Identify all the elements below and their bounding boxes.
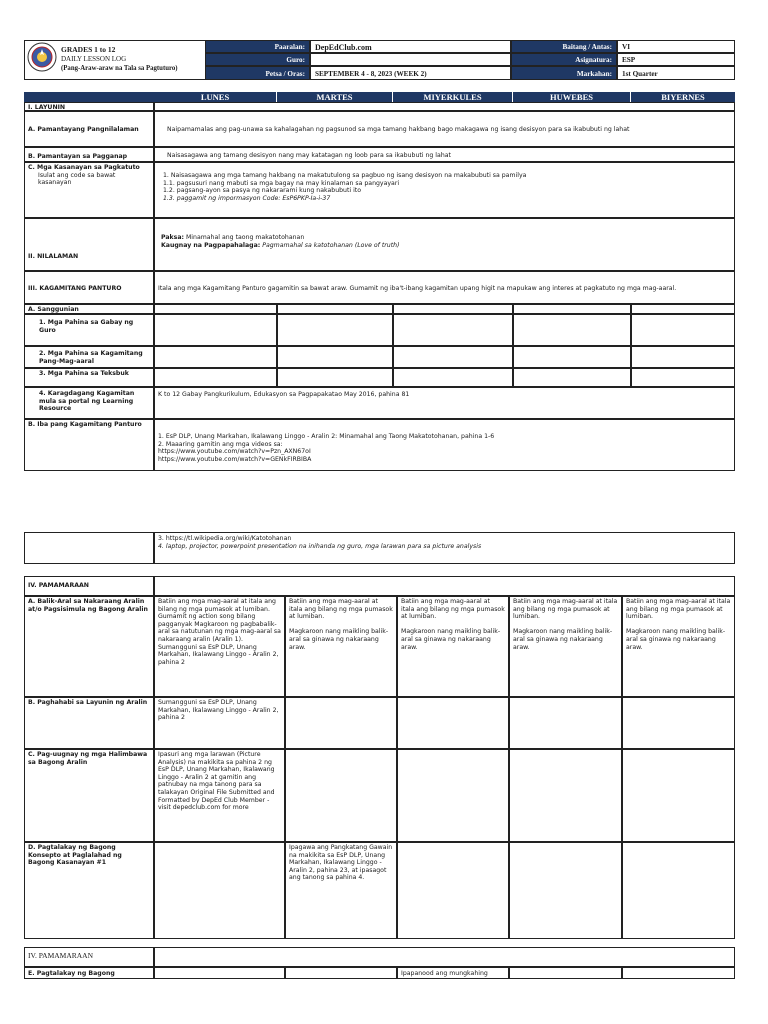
paguugnay-miyerkules	[397, 749, 509, 842]
pagganap-label	[24, 147, 154, 162]
pagtalakay2-huwebes	[509, 967, 622, 979]
pamamaraan2-blank	[154, 947, 735, 967]
paghahabi-lunes-text: Sumangguni sa EsP DLP, Unang Markahan, Ikalawang Linggo - Aralin 2, pahina 2	[158, 699, 279, 722]
pagtalakay1-label-text: D. Pagtalakay ng Bagong Konsepto at Paglalahad ng Bagong Kasanayan #1	[28, 844, 122, 867]
balik-huwebes-text1: Batiin ang mga mag-aaral at itala ang bilang ng mga pumasok at lumiban.	[513, 598, 618, 621]
iba-line-1: 1. EsP DLP, Unang Markahan, Ikalawang Linggo - Aralin 2: Minamahal ang Taong Makatotohanan, pahina 1-6	[158, 433, 495, 440]
paguugnay-biyernes	[622, 749, 735, 842]
nilalaman-text	[154, 218, 735, 271]
balik-biyernes-text2: Magkaroon nang maikling balik-aral sa ginawa ng nakaraang araw.	[626, 628, 726, 651]
layunin-heading: I. LAYUNIN	[24, 102, 154, 111]
teksbuk-label-text: 3. Mga Pahina sa Teksbuk	[39, 370, 129, 377]
baitang-label: Baitang / Antas:	[511, 40, 617, 53]
kasanayan-label-sub: Isulat ang code sa bawat kasanayan	[38, 171, 116, 187]
paghahabi-label-text: B. Paghahabi sa Layunin ng Aralin	[28, 699, 148, 706]
pagtalakay1-label	[24, 842, 154, 939]
iba-label-text: B. Iba pang Kagamitang Panturo	[28, 421, 142, 428]
balik-label	[24, 596, 154, 697]
pagtalakay1-martes	[285, 842, 397, 939]
markahan-value: 1st Quarter	[617, 66, 735, 80]
balik-biyernes-text1: Batiin ang mga mag-aaral at itala ang bilang ng mga pumasok at lumiban.	[626, 598, 731, 621]
teksbuk-biyernes	[631, 368, 735, 387]
balik-lunes-text: Batiin ang mga mag-aaral at itala ang bilang ng mga pumasok at lumiban. Gumamit ng action song bilang pagganyak Magkaroon ng pagbabalik-aral sa natutunan ng mga mag-aaral sa nakaraang aralin (Aralin 1). Sumangguni sa EsP DLP, Unang Markahan, Ikalawang Linggo - Aralin 2, pahina 2	[158, 598, 281, 666]
paghahabi-huwebes	[509, 697, 622, 749]
pamantayang-label-text: A. Pamantayang Pangnilalaman	[28, 126, 139, 133]
sanggunian-label: A. Sanggunian	[24, 304, 154, 314]
balik-martes-text1: Batiin ang mga mag-aaral at itala ang bilang ng mga pumasok at lumiban.	[289, 598, 393, 621]
balik-miyerkules	[397, 596, 509, 697]
kagamitang-biyernes	[631, 346, 735, 368]
balik-martes	[285, 596, 397, 697]
balik-lunes	[154, 596, 285, 697]
pamamaraan2-label-text: IV. PAMAMARAAN	[28, 951, 94, 960]
sanggunian-huwebes	[513, 304, 631, 314]
karagdagang-text	[154, 387, 735, 419]
gabay-miyerkules	[393, 314, 513, 346]
kasanayan-label-title: C. Mga Kasanayan sa Pagkatuto	[28, 164, 140, 171]
layunin-blank	[154, 102, 735, 111]
balik-biyernes	[622, 596, 735, 697]
paguugnay-label	[24, 749, 154, 842]
dll-subtitle: (Pang-Araw-araw na Tala sa Pagtuturo)	[61, 65, 178, 72]
pagtalakay2-lunes	[154, 967, 285, 979]
balik-miyerkules-text2: Magkaroon nang maikling balik-aral sa ginawa ng nakaraang araw.	[401, 628, 501, 651]
kasanayan-text	[154, 162, 735, 218]
nilalaman-label	[24, 218, 154, 271]
day-lunes: LUNES	[154, 92, 277, 102]
balik-martes-text2: Magkaroon nang maikling balik-aral sa ginawa ng nakaraang araw.	[289, 628, 389, 651]
gabay-lunes	[154, 314, 277, 346]
grades-title: GRADES 1 to 12	[61, 45, 116, 54]
pagtalakay2-miyerkules-text: Ipapanood ang mungkahing	[401, 970, 488, 977]
asignatura-label: Asignatura:	[511, 53, 617, 66]
pagtalakay2-label-text: E. Pagtalakay ng Bagong	[28, 970, 115, 977]
balik-huwebes	[509, 596, 622, 697]
kagamitan-label-text: III. KAGAMITANG PANTURO	[28, 285, 122, 292]
kaugnay-line	[161, 242, 731, 250]
kaugnay-text: Pagmamahal sa katotohanan (Love of truth)	[262, 241, 400, 249]
paksa-text: Minamahal ang taong makatotohanan	[185, 234, 305, 241]
iba-link-2[interactable]: https://www.youtube.com/watch?v=GENkFIRBIBA	[158, 455, 312, 463]
kasanayan-line-1: 1. Naisasagawa ang mga tamang hakbang na makatutulong sa pagbuo ng isang desisyon na makabubuti sa pamilya	[163, 172, 527, 179]
guro-value	[310, 53, 511, 66]
teksbuk-label	[24, 368, 154, 387]
day-miyerkules: MIYERKULES	[393, 92, 513, 102]
paksa-label: Paksa:	[161, 234, 184, 241]
kaugnay-label: Kaugnay na Pagpapahalaga:	[161, 241, 261, 249]
iba-cont-line-2: 4. laptop, projector, powerpoint presentation na inihanda ng guro, mga larawan para sa picture analysis	[158, 542, 482, 550]
iba-cont-text	[154, 532, 735, 564]
markahan-label: Markahan:	[511, 66, 617, 80]
iba-label	[24, 419, 154, 471]
kasanayan-line-3: 1.2. pagsang-ayon sa pasya ng nakararami kung nakabubuti ito	[163, 187, 362, 195]
sanggunian-lunes	[154, 304, 277, 314]
teksbuk-huwebes	[513, 368, 631, 387]
gabay-martes	[277, 314, 393, 346]
dll-title: DAILY LESSON LOG	[61, 55, 127, 63]
pagtalakay1-lunes	[154, 842, 285, 939]
iba-line-2: 2. Maaaring gamitin ang mga videos sa:	[158, 440, 283, 448]
gabay-biyernes	[631, 314, 735, 346]
kagamitang-label	[24, 346, 154, 368]
paguugnay-label-text: C. Pag-uugnay ng mga Halimbawa sa Bagong Aralin	[28, 751, 148, 766]
karagdagang-label-text: 4. Karagdagang Kagamitan mula sa portal ng Learning Resource	[39, 390, 135, 413]
paghahabi-martes	[285, 697, 397, 749]
pamantayang-text	[154, 111, 735, 147]
karagdagang-label	[24, 387, 154, 419]
kagamitang-label-text: 2. Mga Pahina sa Kagamitang Pang-Mag-aaral	[39, 350, 143, 365]
iba-link-1[interactable]: https://www.youtube.com/watch?v=Pzn_AXN67oI	[158, 448, 311, 456]
pagganap-label-text: B. Pamantayan sa Pagganap	[28, 153, 128, 160]
kagamitan-content: Itala ang mga Kagamitang Panturo gagamitin sa bawat araw. Gumamit ng iba't-ibang kagamitan upang higit na mapukaw ang interes at pagkatuto ng mga mag-aaral.	[158, 285, 677, 292]
kagamitang-lunes	[154, 346, 277, 368]
pamamaraan-label-text: IV. PAMAMARAAN	[28, 582, 89, 589]
kagamitang-miyerkules	[393, 346, 513, 368]
paguugnay-lunes-text: Ipasuri ang mga larawan (Picture Analysis) na makikita sa pahina 2 ng EsP DLP, Unang Markahan, Ikalawang Linggo - Aralin 2 at gamitin ang patnubay na mga tanong para sa talakayan Original File Submitted and Formatted by DepEd Club Member - visit depedclub.com for more	[158, 751, 275, 812]
kagamitan-label	[24, 271, 154, 304]
gabay-label-text: 1. Mga Pahina sa Gabay ng Guro	[39, 319, 134, 334]
pamamaraan-label	[24, 576, 154, 596]
sanggunian-martes	[277, 304, 393, 314]
kasanayan-label	[24, 162, 154, 218]
karagdagang-content: K to 12 Gabay Pangkurikulum, Edukasyon sa Pagpapakatao May 2016, pahina 81	[158, 391, 410, 398]
day-biyernes: BIYERNES	[631, 92, 735, 102]
paghahabi-label	[24, 697, 154, 749]
day-huwebes: HUWEBES	[513, 92, 631, 102]
pamamaraan-blank	[154, 576, 735, 596]
paghahabi-miyerkules	[397, 697, 509, 749]
baitang-value: VI	[617, 40, 735, 53]
iba-text	[154, 419, 735, 471]
paaralan-label: Paaralan:	[205, 40, 310, 53]
paguugnay-huwebes	[509, 749, 622, 842]
iba-cont-label	[24, 532, 154, 564]
pagtalakay2-biyernes	[622, 967, 735, 979]
gabay-label	[24, 314, 154, 346]
pamantayang-content: Naipamamalas ang pag-unawa sa kahalagahan ng pagsunod sa mga tamang hakbang bago makagawa ng isang desisyon para sa ikabubuti ng lahat	[167, 126, 630, 133]
teksbuk-martes	[277, 368, 393, 387]
balik-huwebes-text2: Magkaroon nang maikling balik-aral sa ginawa ng nakaraang araw.	[513, 628, 613, 651]
paksa-line	[161, 234, 731, 242]
pamamaraan2-label	[24, 947, 154, 967]
pagtalakay1-huwebes	[509, 842, 622, 939]
paghahabi-lunes	[154, 697, 285, 749]
pagtalakay1-martes-text: Ipagawa ang Pangkatang Gawain na makikita sa EsP DLP, Unang Markahan, Ikalawang Linggo - Aralin 2, pahina 23, at ipasagot ang tanong sa pahina 4.	[289, 844, 393, 882]
kagamitang-huwebes	[513, 346, 631, 368]
kagamitan-text	[154, 271, 735, 304]
pagtalakay2-label	[24, 967, 154, 979]
balik-miyerkules-text1: Batiin ang mga mag-aaral at itala ang bilang ng mga pumasok at lumiban.	[401, 598, 505, 621]
pamantayang-label	[24, 111, 154, 147]
petsa-label: Petsa / Oras:	[205, 66, 310, 80]
balik-label-text: A. Balik-Aral sa Nakaraang Aralin at/o Pagsisimula ng Bagong Aralin	[28, 598, 148, 613]
pagganap-content: Naisasagawa ang tamang desisyon nang may katatagan ng loob para sa ikabubuti ng lahat	[167, 152, 451, 159]
sanggunian-biyernes	[631, 304, 735, 314]
pagtalakay1-biyernes	[622, 842, 735, 939]
pagtalakay1-miyerkules	[397, 842, 509, 939]
gabay-huwebes	[513, 314, 631, 346]
day-martes: MARTES	[277, 92, 393, 102]
paghahabi-biyernes	[622, 697, 735, 749]
kasanayan-line-4: 1.3. paggamit ng impormasyon Code: EsP6PKP-Ia-i-37	[163, 194, 331, 202]
paguugnay-lunes	[154, 749, 285, 842]
petsa-value: SEPTEMBER 4 - 8, 2023 (WEEK 2)	[310, 66, 511, 80]
nilalaman-label-text: II. NILALAMAN	[28, 253, 79, 260]
guro-label: Guro:	[205, 53, 310, 66]
pagganap-text	[154, 147, 735, 162]
day-header-blank	[24, 92, 154, 102]
teksbuk-lunes	[154, 368, 277, 387]
paguugnay-martes	[285, 749, 397, 842]
sanggunian-miyerkules	[393, 304, 513, 314]
kasanayan-line-2: 1.1. pagsusuri nang mabuti sa mga bagay na may kinalaman sa pangyayari	[163, 179, 400, 187]
asignatura-value: ESP	[617, 53, 735, 66]
pagtalakay2-miyerkules	[397, 967, 509, 979]
paaralan-value: DepEdClub.com	[310, 40, 511, 53]
iba-cont-line-1[interactable]: 3. https://tl.wikipedia.org/wiki/Katotohanan	[158, 535, 292, 542]
teksbuk-miyerkules	[393, 368, 513, 387]
pagtalakay2-martes	[285, 967, 397, 979]
kagamitang-martes	[277, 346, 393, 368]
deped-seal-icon	[27, 42, 57, 72]
